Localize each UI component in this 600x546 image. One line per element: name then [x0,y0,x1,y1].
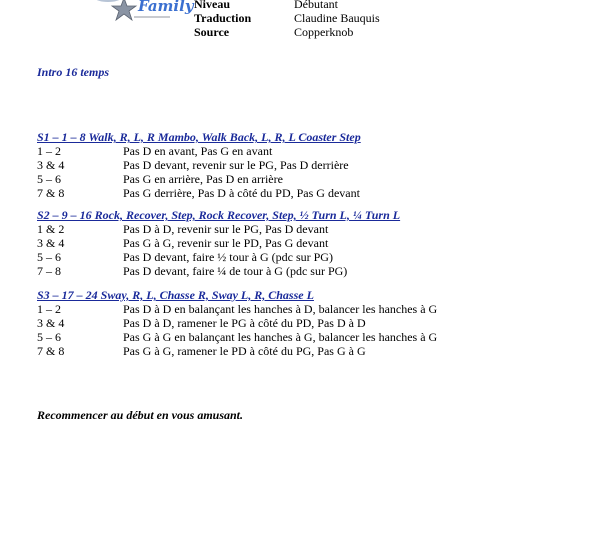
step-text: Pas D à D, revenir sur le PG, Pas D devant [123,222,329,236]
step-count: 3 & 4 [37,316,65,330]
meta-value: Débutant [294,0,338,11]
step-row [37,144,361,158]
step-count: 1 – 2 [37,302,61,316]
step-row [37,344,437,358]
step-row [37,302,437,316]
section-1 [37,130,361,200]
dance-metadata [194,0,380,39]
step-row [37,316,437,330]
meta-value: Claudine Bauquis [294,11,380,25]
closing-text: Recommencer au début en vous amusant. [37,408,244,422]
step-text: Pas D à D en balançant les hanches à D, balancer les hanches à G [123,302,438,316]
step-count: 1 & 2 [37,222,65,236]
meta-row-source [194,25,380,39]
step-text: Pas D devant, faire ¼ de tour à G (pdc sur PG) [123,264,348,278]
step-text: Pas G en arrière, Pas D en arrière [123,172,283,186]
star-icon [112,0,136,20]
step-row [37,222,400,236]
meta-row-level [194,0,380,11]
step-count: 7 – 8 [37,264,61,278]
step-text: Pas G à G, revenir sur le PD, Pas G devant [123,236,329,250]
step-row [37,264,400,278]
step-text: Pas G à G en balançant les hanches à G, balancer les hanches à G [123,330,438,344]
logo-text: Family [138,0,194,15]
step-row [37,236,400,250]
meta-key: Source [194,25,230,39]
meta-key: Traduction [194,11,252,25]
intro-text: Intro 16 temps [37,65,110,79]
step-row [37,250,400,264]
step-text: Pas D en avant, Pas G en avant [123,144,273,158]
step-count: 3 & 4 [37,236,65,250]
step-count: 5 – 6 [37,250,61,264]
step-text: Pas D devant, revenir sur le PG, Pas D derrière [123,158,349,172]
family-logo [50,0,194,30]
section-title: S2 – 9 – 16 Rock, Recover, Step, Rock Recover, Step, ½ Turn L, ¼ Turn L [37,208,401,222]
step-row [37,186,361,200]
step-row [37,172,361,186]
step-row [37,330,437,344]
meta-key: Niveau [194,0,230,11]
section-title: S3 – 17 – 24 Sway, R, L, Chasse R, Sway L, R, Chasse L [37,288,314,302]
step-count: 5 – 6 [37,330,61,344]
meta-value: Copperknob [294,25,354,39]
section-2 [37,208,400,278]
section-3 [37,288,437,358]
step-text: Pas D devant, faire ½ tour à G (pdc sur PG) [123,250,333,264]
step-count: 7 & 8 [37,186,65,200]
step-text: Pas G derrière, Pas D à côté du PD, Pas G devant [123,186,360,200]
section-title: S1 – 1 – 8 Walk, R, L, R Mambo, Walk Back, L, R, L Coaster Step [37,130,361,144]
step-text: Pas D à D, ramener le PG à côté du PD, Pas D à D [123,316,366,330]
step-count: 3 & 4 [37,158,65,172]
step-count: 5 – 6 [37,172,61,186]
step-count: 1 – 2 [37,144,61,158]
step-row [37,158,361,172]
step-count: 7 & 8 [37,344,65,358]
step-text: Pas G à G, ramener le PD à côté du PG, Pas G à G [123,344,366,358]
meta-row-translation [194,11,380,25]
